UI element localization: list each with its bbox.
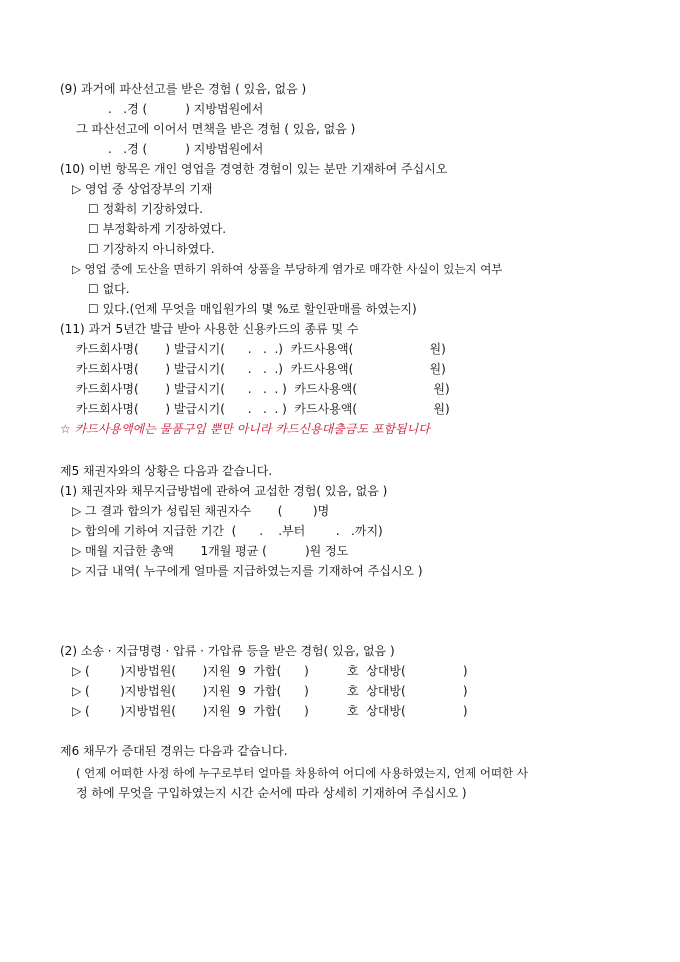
card-usage-note: ☆ 카드사용액에는 물품구입 뿐만 아니라 카드신용대출금도 포함됩니다 [60,422,430,436]
credit-card-row: 카드회사명( ) 발급시기( . . .) 카드사용액( 원) [76,342,446,356]
bankruptcy-court-line: . .경 ( ) 지방법원에서 [108,102,264,116]
lawsuit-item: (2) 소송 · 지급명령 · 압류 · 가압류 등을 받은 경험( 있음, 없음 ) [60,644,395,658]
discount-sale-option-no[interactable]: ☐ 없다. [88,282,130,296]
discount-sale-question: ▷ 영업 중에 도산을 면하기 위하여 상품을 부당하게 염가로 매각한 사실이 있는지 여부 [72,262,503,276]
discharge-court-line: . .경 ( ) 지방법원에서 [108,142,264,156]
section5-title: 제5 채권자와의 상황은 다음과 같습니다. [60,464,273,478]
ledger-option-accurate[interactable]: ☐ 정확히 기장하였다. [88,202,203,216]
section6-instruction: ( 언제 어떠한 사정 하에 누구로부터 얼마를 차용하여 어디에 사용하였는지, 언제 어떠한 사 [76,766,528,780]
ledger-question: ▷ 영업 중 상업장부의 기재 [72,182,213,196]
payment-details-line: ▷ 지급 내역( 누구에게 얼마를 지급하였는지를 기재하여 주십시오 ) [72,564,423,578]
negotiation-item: (1) 채권자와 채무지급방법에 관하여 교섭한 경험( 있음, 없음 ) [60,484,388,498]
discount-sale-option-yes[interactable]: ☐ 있다.(언제 무엇을 매입원가의 몇 %로 할인판매를 하였는지) [88,302,417,316]
section6-title: 제6 채무가 증대된 경위는 다음과 같습니다. [60,744,288,758]
credit-card-row: 카드회사명( ) 발급시기( . . .) 카드사용액( 원) [76,362,446,376]
lawsuit-row: ▷ ( )지방법원( )지원 9 가합( ) 호 상대방( ) [72,664,468,678]
credit-card-item: (11) 과거 5년간 발급 받아 사용한 신용카드의 종류 및 수 [60,322,359,336]
ledger-option-none[interactable]: ☐ 기장하지 아니하였다. [88,242,215,256]
settled-creditors-line: ▷ 그 결과 합의가 성립된 채권자수 ( )명 [72,504,330,518]
bankruptcy-history-item: (9) 과거에 파산선고를 받은 경험 ( 있음, 없음 ) [60,82,307,96]
credit-card-row: 카드회사명( ) 발급시기( . . . ) 카드사용액( 원) [76,382,450,396]
payment-period-line: ▷ 합의에 기하여 지급한 기간 ( . .부터 . .까지) [72,524,383,538]
discharge-history-line: 그 파산선고에 이어서 면책을 받은 경험 ( 있음, 없음 ) [76,122,356,136]
lawsuit-row: ▷ ( )지방법원( )지원 9 가합( ) 호 상대방( ) [72,684,468,698]
section6-instruction-cont: 정 하에 무엇을 구입하였는지 시간 순서에 따라 상세히 기재하여 주십시오 ) [76,786,467,800]
lawsuit-row: ▷ ( )지방법원( )지원 9 가합( ) 호 상대방( ) [72,704,468,718]
credit-card-row: 카드회사명( ) 발급시기( . . . ) 카드사용액( 원) [76,402,450,416]
ledger-option-inaccurate[interactable]: ☐ 부정확하게 기장하였다. [88,222,227,236]
monthly-payment-line: ▷ 매월 지급한 총액 1개월 평균 ( )원 정도 [72,544,349,558]
business-experience-item: (10) 이번 항목은 개인 영업을 경영한 경험이 있는 분만 기재하여 주십시오 [60,162,448,176]
